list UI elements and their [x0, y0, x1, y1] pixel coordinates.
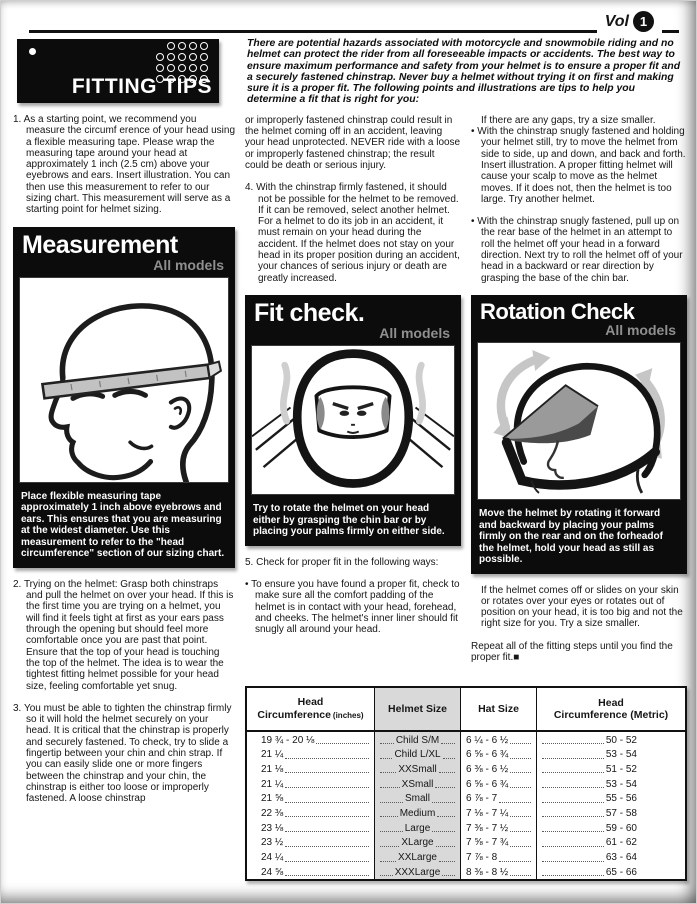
header-line: Circumference (Metric)	[553, 709, 669, 722]
table-row	[247, 865, 685, 880]
main-area	[245, 38, 687, 881]
table-cell	[461, 747, 537, 762]
header-line: Helmet Size	[388, 703, 447, 716]
table-cell-value: 21 ⅛	[261, 763, 284, 775]
table-row	[247, 806, 685, 821]
table-cell	[375, 747, 461, 762]
step-3-continuation-text: or improperly fastened chinstrap could result in the helmet coming off in an accident, leaving your head unprotected. NEVER ride with a loose or improperly fastened chinstrap; the result could be death or serious injury.	[245, 114, 461, 171]
table-cell-value: 8 ⅜ - 8 ½	[466, 866, 509, 878]
table-cell-value: 57 - 58	[605, 807, 637, 819]
fit-check-title: Fit check.	[254, 298, 365, 327]
table-row	[247, 776, 685, 791]
table-cell	[537, 835, 685, 850]
table-cell-value: Small	[405, 793, 431, 805]
volume-label: Vol	[604, 12, 629, 30]
table-cell-value: 21 ¼	[261, 778, 284, 790]
volume-number-badge: 1	[633, 11, 654, 32]
table-cell-value: 22 ⅜	[261, 807, 284, 819]
table-cell	[537, 776, 685, 791]
table-cell-value: 7 ⅝ - 7 ¾	[466, 837, 509, 849]
table-cell-value: 19 ¾ - 20 ⅛	[261, 734, 315, 746]
table-cell-value: 23 ½	[261, 837, 284, 849]
table-cell-value: 53 - 54	[605, 749, 637, 761]
header-line: Hat Size	[478, 703, 519, 716]
header-line: Head	[598, 696, 624, 709]
rotation-check-title: Rotation Check	[480, 298, 635, 324]
volume-badge	[597, 10, 662, 34]
helmet-front-hands-icon	[252, 346, 454, 494]
table-cell	[461, 865, 537, 880]
table-cell-value: XXSmall	[398, 763, 437, 775]
table-header-row	[247, 688, 685, 732]
table-cell-value: 59 - 60	[605, 822, 637, 834]
table-cell-value: XSmall	[401, 778, 434, 790]
table-cell	[247, 850, 375, 865]
table-cell-value: 7 ⅞ - 8	[466, 852, 498, 864]
table-cell	[537, 850, 685, 865]
table-cell	[375, 732, 461, 747]
table-cell	[461, 820, 537, 835]
step-5-text: 5. Check for proper fit in the following ways:	[245, 556, 439, 568]
table-cell-value: 21 ⅝	[261, 793, 284, 805]
table-cell	[247, 747, 375, 762]
header-head-circumference-inches	[247, 688, 375, 730]
step-2-text: 2. Trying on the helmet: Grasp both chinstraps and pull the helmet on over your head. If this is the first time you are trying on a helmet, you will find it feels tight at first as your ears pass through the opening but should feel more comfortable once you are past that point. Ensure that the top of your head is touching the top of the helmet. The idea is to wear the tightest fitting helmet possible for your head size, feeling comfortable yet snug.	[13, 578, 234, 692]
table-cell-value: 21 ¼	[261, 749, 284, 761]
fit-check-illustration	[251, 345, 455, 495]
fit-check-panel	[245, 295, 461, 546]
page-content	[13, 38, 687, 881]
table-cell-value: XXXLarge	[394, 866, 441, 878]
top-rule	[29, 30, 679, 33]
table-cell	[461, 732, 537, 747]
header-unit: (inches)	[332, 710, 364, 720]
step-5-bullet-text: • To ensure you have found a proper fit, check to make sure all the comfort padding of the helmet is in contact with your head, forehead, and cheeks. The helmet's inner liner should fit snugly all around your head.	[245, 578, 460, 636]
header-line: Circumference	[257, 708, 331, 721]
table-cell	[537, 732, 685, 747]
table-cell-value: 24 ⅝	[261, 866, 284, 878]
table-cell-value: 6 ⅝ - 6 ¾	[466, 778, 509, 790]
roll-off-bullet-text: • With the chinstrap snugly fastened, pull up on the rear base of the helmet in an attempt to roll the helmet off your head in a forward direction. Next try to roll the helmet off of your head in a backward or rear direction by grasping the base of the chin bar.	[471, 216, 683, 284]
table-cell-value: Large	[404, 822, 431, 834]
move-helmet-bullet-text: • With the chinstrap snugly fastened and holding your helmet still, try to move the helmet from side to side, up and down, and back and forth. Insert illustration. A proper fitting helmet will cause your scalp to move as the helmet moves. If it does not, then the helmet is too large. Try another helmet.	[471, 126, 686, 205]
table-cell-value: 53 - 54	[605, 778, 637, 790]
table-row	[247, 732, 685, 747]
header-hat-size	[461, 688, 537, 730]
gaps-note-text: If there are any gaps, try a size smaller.	[481, 114, 656, 126]
intro-text: There are potential hazards associated with motorcycle and snowmobile riding and no helmet can protect the rider from all foreseeable impacts or accidents. The best way to ensure maximum performance and safety from your helmet is to ensure a proper fit and a securely fastened chinstrap. Never buy a helmet without trying it on first and making sure it is a proper fit. The following points and illustrations are tips to help you determine a fit that is right for you:	[247, 38, 681, 106]
table-cell	[537, 791, 685, 806]
table-cell	[375, 865, 461, 880]
table-row	[247, 835, 685, 850]
measurement-illustration	[19, 277, 229, 483]
table-cell	[247, 806, 375, 821]
rotation-check-illustration	[477, 342, 681, 500]
table-cell	[537, 806, 685, 821]
table-cell	[537, 865, 685, 880]
sizing-chart-table	[245, 686, 687, 881]
table-cell	[375, 850, 461, 865]
table-cell-value: Child S/M	[395, 734, 440, 746]
helmet-side-rotation-arrows-icon	[478, 343, 680, 499]
measurement-title: Measurement	[22, 230, 178, 259]
table-cell-value: 6 ⅝ - 6 ¾	[466, 749, 509, 761]
table-cell	[375, 762, 461, 777]
fit-check-subtitle: All models	[379, 325, 450, 342]
table-cell-value: 6 ⅞ - 7	[466, 793, 498, 805]
table-cell	[461, 835, 537, 850]
table-cell	[461, 806, 537, 821]
table-cell-value: 6 ⅜ - 6 ½	[466, 763, 509, 775]
table-cell	[247, 865, 375, 880]
right-column	[471, 115, 687, 675]
table-cell-value: XLarge	[401, 837, 434, 849]
rotation-check-panel	[471, 295, 687, 574]
table-cell-value: Child L/XL	[394, 749, 441, 761]
too-big-note-text: If the helmet comes off or slides on your skin or rotates over your eyes or rotates out of position on your head, it is too big and not the right size for you. Try a size smaller.	[481, 584, 683, 630]
middle-column	[245, 115, 461, 675]
table-cell	[375, 835, 461, 850]
banner-dot-icon	[29, 48, 36, 55]
repeat-note-text: Repeat all of the fitting steps until you find the proper fit.■	[471, 640, 673, 664]
table-row	[247, 791, 685, 806]
step-4-text: 4. With the chinstrap firmly fastened, it should not be possible for the helmet to be removed. If it can be removed, select another helmet. For a helmet to do its job in an accident, it must remain on your head during the accident. If the helmet does not stay on your head in its proper position during an accident, your chances of serious injury or death are greatly increased.	[245, 182, 460, 284]
fitting-tips-banner	[17, 39, 219, 103]
size-table-body	[247, 732, 685, 879]
table-cell	[537, 747, 685, 762]
measurement-caption: Place flexible measuring tape approximately 1 inch above eyebrows and ears. This ensures that you are measuring at the widest diameter. Use this measurement to refer to the "head circumference" section of our sizing chart.	[21, 490, 225, 560]
table-cell	[461, 762, 537, 777]
header-helmet-size	[375, 688, 461, 730]
table-cell	[461, 776, 537, 791]
table-cell	[247, 835, 375, 850]
table-cell-value: 6 ¼ - 6 ½	[466, 734, 509, 746]
table-cell	[247, 732, 375, 747]
table-cell	[537, 762, 685, 777]
table-cell-value: 23 ⅛	[261, 822, 284, 834]
table-cell-value: 65 - 66	[605, 866, 637, 878]
table-row	[247, 762, 685, 777]
table-cell-value: 61 - 62	[605, 837, 637, 849]
step-3-text: 3. You must be able to tighten the chinstrap firmly so it will hold the helmet securely on your head. It is critical that the chinstrap is properly and securely fastened. To check, try to slide a fingertip between your chin and chin strap. If you can easily slide one or more fingers between the chinstrap and your chin, the chinstrap is either too loose or improperly fastened. A loose chinstrap	[13, 702, 232, 805]
table-cell-value: 7 ⅛ - 7 ¼	[466, 807, 509, 819]
rotation-check-subtitle: All models	[605, 322, 676, 339]
left-column	[13, 38, 235, 881]
rotation-check-caption: Move the helmet by rotating it forward and backward by placing your palms firmly on the rear and on the forheadof the helmet, hold your head as still as possible.	[479, 508, 663, 566]
step-1-text: 1. As a starting point, we recommend you measure the circumf erence of your head using a flexible measuring tape. Please wrap the measuring tape around your head at approximately 1 inch (2.5 cm) above your eyebrows and ears. Insert illustration. You can then use this measurement to refer to our sizing chart. This measurement will serve as a starting point for helmet sizing.	[13, 114, 235, 216]
fit-check-caption: Try to rotate the helmet on your head either by grasping the chin bar or by placing your palms firmly on either side.	[253, 503, 445, 538]
table-row	[247, 820, 685, 835]
body-columns	[245, 115, 687, 675]
table-cell-value: 7 ⅜ - 7 ½	[466, 822, 509, 834]
table-cell-value: 55 - 56	[605, 793, 637, 805]
table-cell-value: 63 - 64	[605, 852, 637, 864]
table-cell	[247, 762, 375, 777]
table-cell-value: 24 ¼	[261, 852, 284, 864]
measurement-subtitle: All models	[153, 257, 224, 274]
table-cell	[461, 850, 537, 865]
table-row	[247, 747, 685, 762]
table-cell-value: 51 - 52	[605, 763, 637, 775]
table-row	[247, 850, 685, 865]
table-cell	[247, 776, 375, 791]
header-head-circumference-metric	[537, 688, 685, 730]
table-cell	[461, 791, 537, 806]
table-cell	[375, 791, 461, 806]
table-cell	[375, 776, 461, 791]
page-title: FITTING TIPS	[71, 75, 212, 98]
head-measuring-tape-icon	[20, 278, 228, 482]
table-cell	[537, 820, 685, 835]
table-cell	[247, 791, 375, 806]
table-cell	[375, 806, 461, 821]
table-cell-value: Medium	[399, 807, 436, 819]
table-cell-value: 50 - 52	[605, 734, 637, 746]
table-cell	[247, 820, 375, 835]
table-cell-value: XXLarge	[398, 852, 437, 864]
table-cell	[375, 820, 461, 835]
header-line: Head	[297, 696, 324, 709]
measurement-panel	[13, 227, 235, 568]
